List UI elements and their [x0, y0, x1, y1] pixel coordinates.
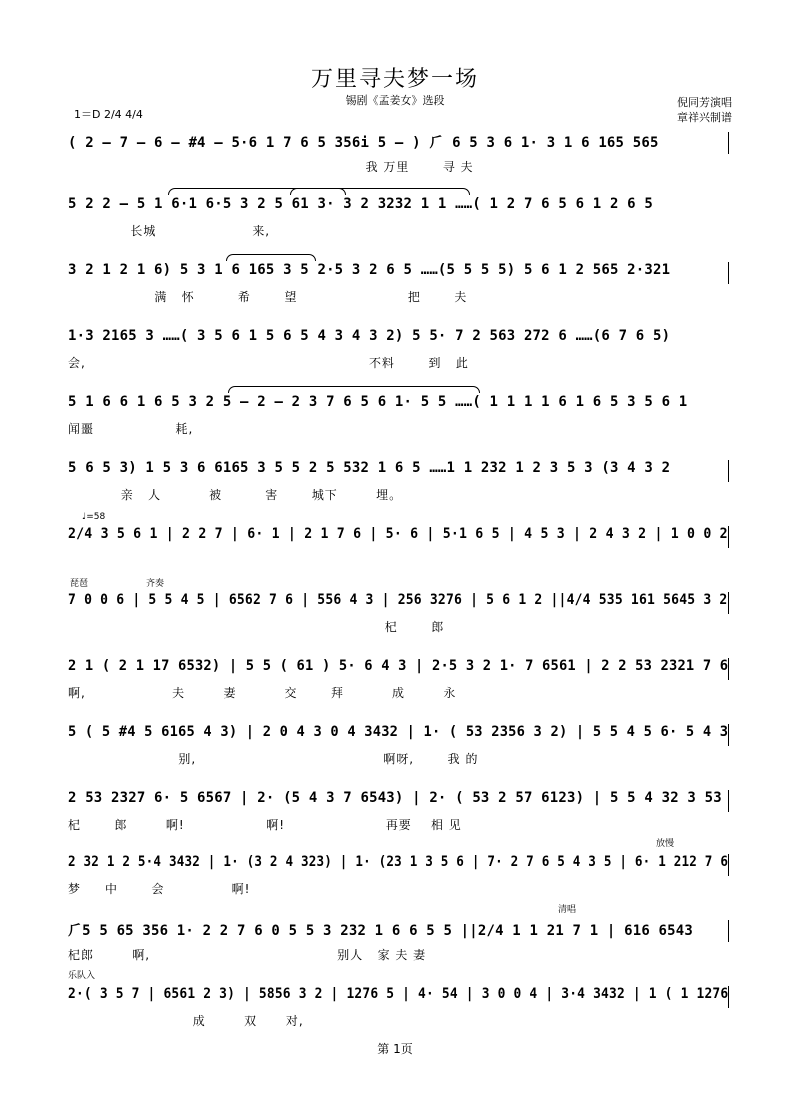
singer-credit: 倪同芳演唱: [677, 96, 732, 109]
lyric-line: 满 怀 希 望 把 夫: [68, 290, 468, 304]
score-subtitle: 锡剧《孟姜女》选段: [345, 94, 445, 107]
bar-line: [728, 132, 729, 154]
notation-line: ⺁5 5 65 356 1· 2 2 7 6 0 5 5 3 232 1 6 6 5 5 ||2/4 1 1 21 7 1 | 616 6543: [68, 923, 693, 939]
lyric-line: 会, 不料 到 此: [68, 356, 469, 370]
band-entry-mark: 乐队入: [68, 971, 96, 981]
notation-line: 5 ( 5 #4 5 6165 4 3) | 2 0 4 3 0 4 3432 | 1· ( 53 2356 3 2) | 5 5 4 5 6· 5 4 3: [68, 724, 729, 740]
bar-line: [728, 724, 729, 746]
notation-line: 2 1 ( 2 1 17 6532) | 5 5 ( 61 ) 5· 6 4 3 | 2·5 3 2 1· 7 6561 | 2 2 53 2321 7 6: [68, 658, 729, 674]
slur: [228, 386, 480, 393]
lyric-line: 成 双 对,: [68, 1014, 304, 1028]
lyric-line: 亲 人 被 害 城下 埋。: [68, 488, 403, 502]
notation-line: 2/4 3 5 6 1 | 2 2 7 | 6· 1 | 2 1 7 6 | 5· 6 | 5·1 6 5 | 4 5 3 | 2 4 3 2 | 1 0 0 2: [68, 526, 728, 542]
bar-line: [728, 790, 729, 812]
bar-line: [728, 592, 729, 614]
key-signature: 1＝D 2/4 4/4: [74, 108, 143, 121]
lyric-line: 闻噩 耗,: [68, 422, 194, 436]
instrument-mark-pipa: 琵琶: [70, 579, 89, 589]
notation-line: 5 1 6 6 1 6 5 3 2 5 – 2 – 2 3 7 6 5 6 1· 5 5 ……( 1 1 1 1 6 1 6 5 3 5 6 1: [68, 394, 688, 410]
clear-sing-mark: 清唱: [558, 905, 577, 915]
bar-line: [728, 262, 729, 284]
lyric-line: 长城 来,: [68, 224, 271, 238]
bar-line: [728, 526, 729, 548]
ensemble-mark: 齐奏: [146, 579, 165, 589]
lyric-line: 我 万里 寻 夫: [68, 160, 474, 174]
lyric-line: 别, 啊呀, 我 的: [68, 752, 479, 766]
bar-line: [728, 986, 729, 1008]
lyric-line: 杞郎 啊, 别人 家 夫 妻: [68, 948, 427, 962]
lyric-line: 杞 郎 啊! 啊! 再要 相 见: [68, 818, 462, 832]
bar-line: [728, 658, 729, 680]
notation-line: 2 32 1 2 5·4 3432 | 1· (3 2 4 323) | 1· (23 1 3 5 6 | 7· 2 7 6 5 4 3 5 | 6· 1 212 7 6: [68, 854, 729, 870]
score-title: 万里寻夫梦一场: [310, 67, 479, 92]
bar-line: [728, 854, 729, 876]
notation-line: ( 2 – 7 – 6 – #4 – 5·6 1 7 6 5 356i 5 – ) ⺁ 6 5 3 6 1· 3 1 6 165 565: [68, 135, 659, 151]
arranger-credit: 章祥兴制谱: [677, 111, 732, 124]
notation-line: 1·3 2165 3 ……( 3 5 6 1 5 6 5 4 3 4 3 2) 5 5· 7 2 563 272 6 ……(6 7 6 5): [68, 328, 671, 344]
bar-line: [728, 460, 729, 482]
lyric-line: 啊, 夫 妻 交 拜 成 永: [68, 686, 457, 700]
tempo-mark: ♩=58: [82, 512, 106, 522]
notation-line: 5 2 2 – 5 1 6·1 6·5 3 2 5 61 3· 3 2 3232 1 1 ……( 1 2 7 6 5 6 1 2 6 5: [68, 196, 654, 212]
tempo-slow-mark: 放慢: [656, 839, 675, 849]
notation-line: 5 6 5 3) 1 5 3 6 6165 3 5 5 2 5 532 1 6 5 ……1 1 232 1 2 3 5 3 (3 4 3 2: [68, 460, 671, 476]
slur: [290, 188, 470, 195]
notation-line: 2 53 2327 6· 5 6567 | 2· (5 4 3 7 6543) | 2· ( 53 2 57 6123) | 5 5 4 32 3 53: [68, 790, 722, 806]
notation-line: 2·( 3 5 7 | 6561 2 3) | 5856 3 2 | 1276 5 | 4· 54 | 3 0 0 4 | 3·4 3432 | 1 ( 1 1276: [68, 986, 729, 1002]
lyric-line: 杞 郎: [68, 620, 445, 634]
bar-line: [728, 920, 729, 942]
page-number: 第 1页: [377, 1042, 413, 1056]
lyric-line: 梦 中 会 啊!: [68, 882, 251, 896]
notation-line: 3 2 1 2 1 6) 5 3 1 6 165 3 5 2·5 3 2 6 5 ……(5 5 5 5) 5 6 1 2 565 2·321: [68, 262, 671, 278]
slur: [226, 254, 316, 261]
notation-line: 7 0 0 6 | 5 5 4 5 | 6562 7 6 | 556 4 3 | 256 3276 | 5 6 1 2 ||4/4 535 161 5645 3 2: [68, 592, 728, 608]
